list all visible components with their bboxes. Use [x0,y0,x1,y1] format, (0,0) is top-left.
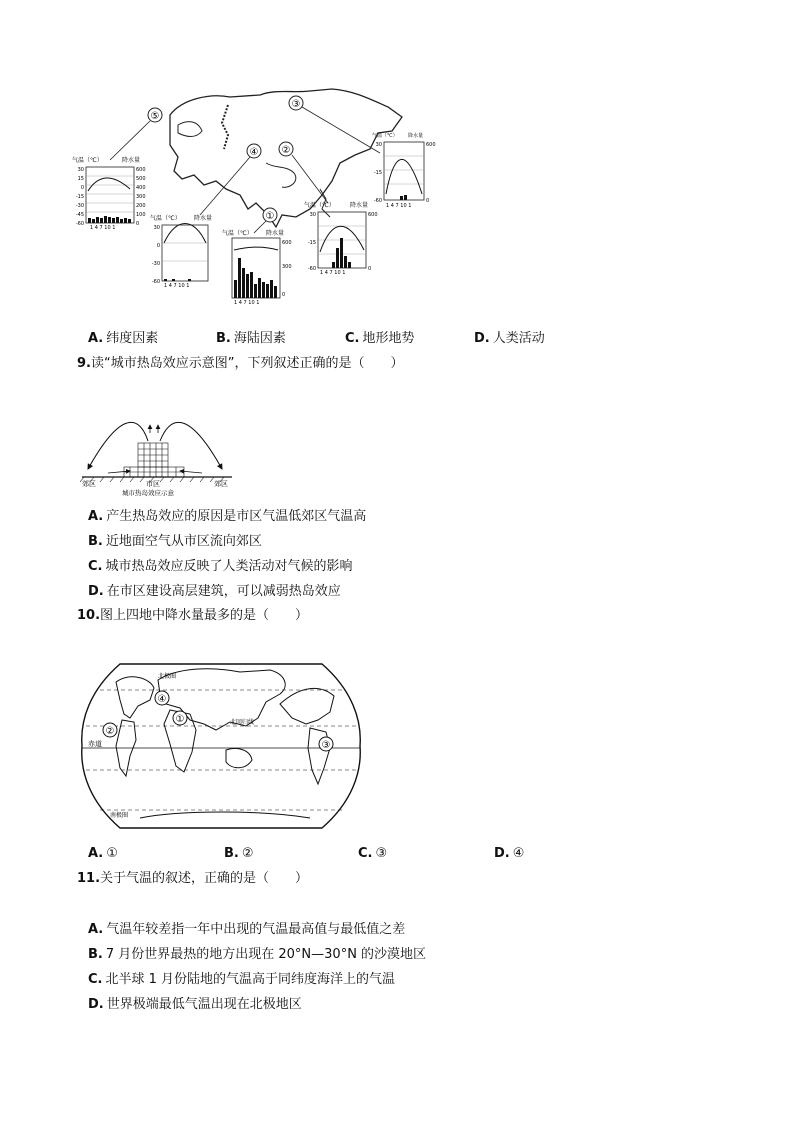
svg-text:-60: -60 [307,266,316,272]
svg-text:30: 30 [309,212,316,218]
svg-text:200: 200 [136,203,146,209]
marker-3 [289,96,380,153]
svg-text:15: 15 [77,176,84,182]
svg-text:0: 0 [282,292,286,298]
svg-text:④: ④ [249,147,259,158]
svg-text:城市热岛效应示意: 城市热岛效应示意 [122,489,174,497]
climate-chart-5 [70,155,160,230]
world-map-figure [80,660,362,832]
climate-chart-3 [370,130,440,208]
svg-text:气温（℃）: 气温（℃） [72,157,103,164]
svg-text:②: ② [105,726,115,737]
svg-text:500: 500 [136,176,146,182]
q9-option-a[interactable]: A. 产生热岛效应的原因是市区气温低郊区气温高 [88,509,367,524]
svg-text:气温（℃）: 气温（℃） [150,215,181,222]
svg-text:-30: -30 [151,261,160,267]
q9-option-c[interactable]: C. 城市热岛效应反映了人类活动对气候的影响 [88,559,353,574]
svg-text:北回归线: 北回归线 [230,719,255,726]
svg-text:北极圈: 北极圈 [158,673,177,680]
svg-text:-15: -15 [75,194,84,200]
q9-option-d[interactable]: D. 在市区建设高层建筑，可以减弱热岛效应 [88,584,341,599]
q10-stem: 10.图上四地中降水量最多的是（ ） [77,608,309,623]
svg-text:①: ① [265,211,275,222]
svg-text:③: ③ [321,740,331,751]
q11-option-c[interactable]: C. 北半球 1 月份陆地的气温高于同纬度海洋上的气温 [88,972,396,987]
q9-stem: 9.读“城市热岛效应示意图”，下列叙述正确的是（ ） [77,356,404,371]
svg-text:郊区: 郊区 [82,480,96,488]
climate-chart-1 [220,228,305,305]
svg-text:降水量: 降水量 [266,230,285,237]
svg-text:0: 0 [368,266,372,272]
q10-option-a[interactable]: A. ① [88,846,118,861]
svg-text:0: 0 [136,221,140,227]
svg-text:南极圈: 南极圈 [110,812,129,819]
plateau-outline [266,163,296,187]
svg-text:降水量: 降水量 [194,215,213,222]
q11-stem: 11.关于气温的叙述，正确的是（ ） [77,871,309,886]
ural-mountains [222,105,228,149]
asia-climate-figure [70,85,440,305]
q11-option-b[interactable]: B. 7 月份世界最热的地方出现在 20°N—30°N 的沙漠地区 [88,947,427,962]
svg-text:600: 600 [368,212,378,218]
svg-text:-30: -30 [75,203,84,209]
city-buildings [124,443,184,477]
q8-option-b[interactable]: B. 海陆因素 [216,331,286,346]
svg-text:400: 400 [136,185,146,191]
svg-text:⑤: ⑤ [150,111,160,122]
svg-text:①: ① [175,714,185,725]
svg-text:-60: -60 [75,221,84,227]
q8-option-a[interactable]: A. 纬度因素 [88,331,159,346]
svg-text:降水量: 降水量 [350,202,369,209]
svg-text:1 4 7 10 1: 1 4 7 10 1 [90,225,116,230]
marker-5 [110,108,162,160]
svg-text:600: 600 [282,240,292,246]
q10-option-d[interactable]: D. ④ [494,846,525,861]
marker-4 [200,144,261,215]
svg-text:-60: -60 [151,279,160,285]
svg-text:降水量: 降水量 [122,157,141,164]
svg-text:600: 600 [136,167,146,173]
q9-option-b[interactable]: B. 近地面空气从市区流向郊区 [88,534,262,549]
q11-option-a[interactable]: A. 气温年较差指一年中出现的气温最高值与最低值之差 [88,922,406,937]
svg-text:0: 0 [426,198,430,204]
svg-text:300: 300 [136,194,146,200]
q8-option-c[interactable]: C. 地形地势 [345,331,415,346]
svg-text:降水量: 降水量 [408,133,424,139]
svg-text:1 4 7 10 1: 1 4 7 10 1 [164,283,190,288]
map-marker-3 [319,737,333,751]
svg-text:气温（℃）: 气温（℃） [304,202,335,209]
svg-text:④: ④ [157,694,167,705]
svg-text:300: 300 [282,264,292,270]
svg-text:100: 100 [136,212,146,218]
svg-text:-15: -15 [307,240,316,246]
lake-outline [178,122,202,137]
svg-text:②: ② [281,145,291,156]
svg-text:气温（℃）: 气温（℃） [222,230,253,237]
svg-text:赤道: 赤道 [88,740,102,748]
map-marker-2 [103,723,117,737]
svg-text:1 4 7 10 1: 1 4 7 10 1 [234,300,260,305]
marker-2 [279,142,328,203]
svg-text:③: ③ [291,99,301,110]
svg-text:30: 30 [153,225,160,231]
svg-text:市区: 市区 [146,480,160,488]
continent-outlines [116,669,334,818]
svg-text:-60: -60 [373,198,382,204]
svg-text:1 4 7 10 1: 1 4 7 10 1 [386,203,412,208]
q10-option-c[interactable]: C. ③ [358,846,388,861]
svg-text:600: 600 [426,142,436,148]
climate-chart-4 [148,213,230,288]
map-marker-4 [155,691,169,705]
q10-option-b[interactable]: B. ② [224,846,254,861]
heat-island-figure [80,405,240,497]
svg-text:-15: -15 [373,170,382,176]
svg-text:30: 30 [77,167,84,173]
svg-text:0: 0 [80,185,84,191]
q8-option-d[interactable]: D. 人类活动 [474,331,545,346]
svg-text:0: 0 [156,243,160,249]
map-marker-1 [173,711,187,725]
svg-text:气温（℃）: 气温（℃） [372,133,398,139]
svg-text:1 4 7 10 1: 1 4 7 10 1 [320,270,346,275]
climate-chart-2 [302,200,390,275]
q11-option-d[interactable]: D. 世界极端最低气温出现在北极地区 [88,997,302,1012]
svg-text:郊区: 郊区 [214,480,228,488]
svg-text:30: 30 [375,142,382,148]
svg-text:-45: -45 [75,212,84,218]
